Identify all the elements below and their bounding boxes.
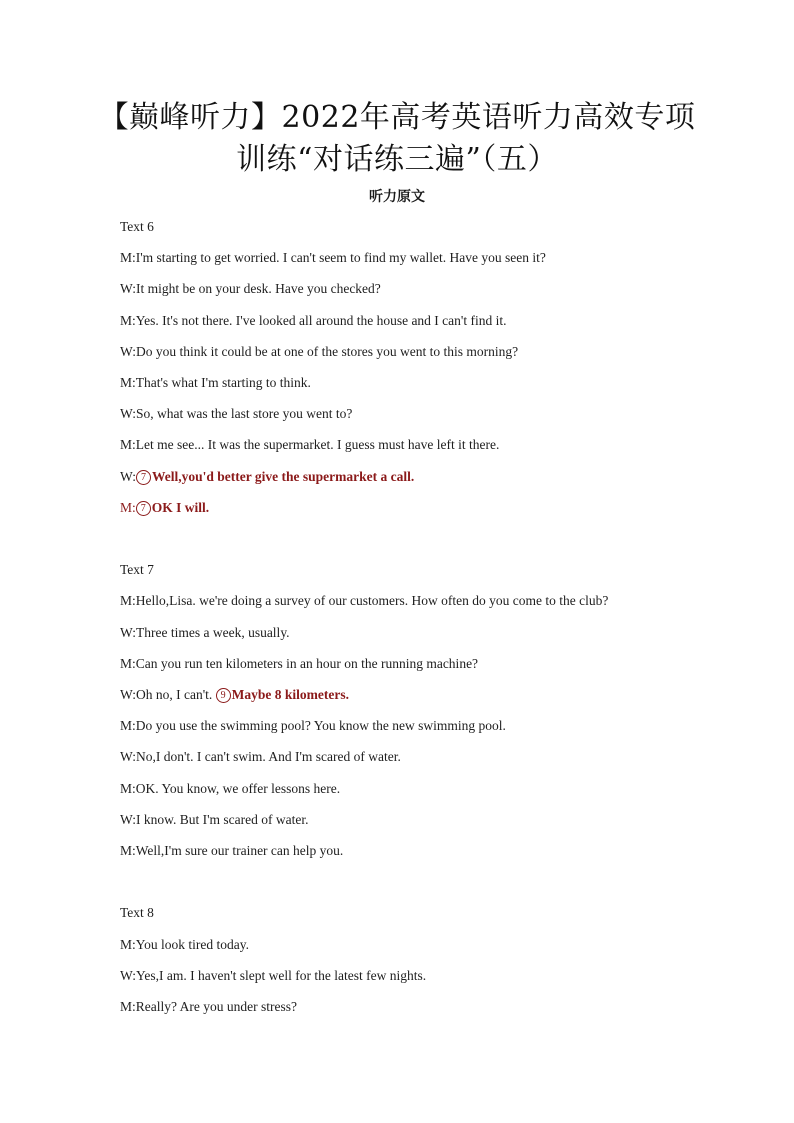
text8-line-2: W:Yes,I am. I haven't slept well for the latest few nights.	[120, 968, 427, 983]
text7-line-1: M:Hello,Lisa. we're doing a survey of our customers. How often do you come to the club?	[120, 593, 609, 608]
text6-line-2: W:It might be on your desk. Have you checked?	[120, 281, 381, 296]
text7-line-9: M:Well,I'm sure our trainer can help you.	[120, 843, 344, 858]
highlighted-answer: Well,you'd better give the supermarket a call.	[152, 469, 415, 484]
text7-line-6: W:No,I don't. I can't swim. And I'm scared of water.	[120, 749, 401, 764]
document-subtitle: 听力原文	[369, 189, 425, 205]
text7-line-2: W:Three times a week, usually.	[120, 625, 290, 640]
speaker-label: M:	[120, 500, 136, 515]
text6-line-1: M:I'm starting to get worried. I can't seem to find my wallet. Have you seen it?	[120, 250, 546, 265]
highlighted-answer: Maybe 8 kilometers.	[231, 687, 350, 702]
text6-label: Text 6	[120, 219, 154, 234]
text7-line-5: M:Do you use the swimming pool? You know the new swimming pool.	[120, 718, 506, 733]
text7-line-8: W:I know. But I'm scared of water.	[120, 812, 309, 827]
text6-line-8	[120, 468, 414, 486]
circled-number-marker: 7	[136, 501, 151, 516]
text6-line-7: M:Let me see... It was the supermarket. I guess must have left it there.	[120, 437, 500, 452]
document-title-line-1: 【巅峰听力】2022年高考英语听力高效专项	[98, 100, 696, 135]
text7-line-7: M:OK. You know, we offer lessons here.	[120, 781, 341, 796]
text7-line-4	[120, 686, 349, 704]
text7-line-3: M:Can you run ten kilometers in an hour on the running machine?	[120, 656, 479, 671]
text6-line-9	[120, 499, 209, 517]
text6-line-6: W:So, what was the last store you went to?	[120, 406, 353, 421]
text8-line-3: M:Really? Are you under stress?	[120, 999, 297, 1014]
text6-line-5: M:That's what I'm starting to think.	[120, 375, 311, 390]
speaker-label: W:	[120, 469, 136, 484]
document-title-line-2: 训练“对话练三遍”（五）	[236, 142, 558, 177]
text6-line-3: M:Yes. It's not there. I've looked all around the house and I can't find it.	[120, 313, 507, 328]
text7-label: Text 7	[120, 562, 154, 577]
highlighted-answer: OK I will.	[151, 500, 210, 515]
text8-line-1: M:You look tired today.	[120, 937, 250, 952]
text6-line-4: W:Do you think it could be at one of the stores you went to this morning?	[120, 344, 519, 359]
text8-label: Text 8	[120, 905, 154, 920]
speaker-text: W:Oh no, I can't.	[120, 687, 216, 702]
circled-number-marker: 9	[216, 688, 231, 703]
circled-number-marker: 7	[136, 470, 151, 485]
